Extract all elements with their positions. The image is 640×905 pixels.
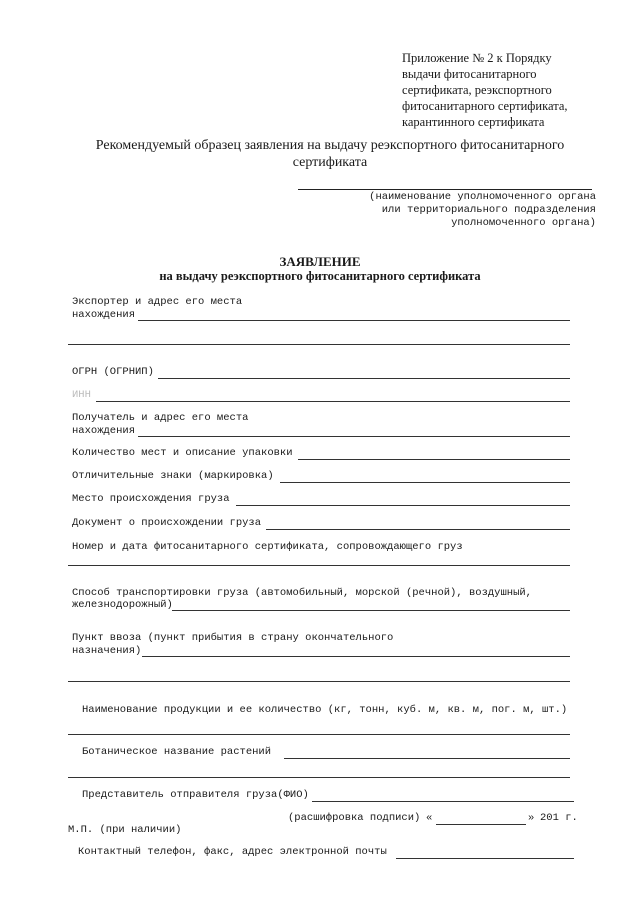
inn-field[interactable] [96, 401, 570, 402]
appendix-line: выдачи фитосанитарного [402, 67, 537, 81]
import-point-field-extra[interactable] [68, 681, 570, 682]
representative-label: Представитель отправителя груза(ФИО) [82, 789, 309, 801]
exporter-field-extra[interactable] [68, 344, 570, 345]
product-field[interactable] [68, 734, 570, 735]
document-title: ЗАЯВЛЕНИЕ [279, 254, 361, 269]
signature-decode-label: (расшифровка подписи) [288, 812, 421, 824]
authority-caption [340, 191, 596, 230]
import-point-label-cont: назначения) [72, 645, 142, 657]
recommended-title-line1: Рекомендуемый образец заявления на выдачу реэкспортного фитосанитарного [95, 138, 565, 153]
year-label: 201 г. [540, 812, 578, 824]
ogrn-label: ОГРН (ОГРНИП) [72, 366, 154, 378]
authority-caption-line3: уполномоченного органа) [451, 217, 596, 229]
origin-doc-label: Документ о происхождении груза [72, 517, 262, 529]
recipient-label: Получатель и адрес его места [72, 412, 249, 424]
exporter-label: Экспортер и адрес его места [72, 296, 243, 308]
appendix-line: фитосанитарного сертификата, [402, 99, 568, 113]
botanical-field[interactable] [284, 758, 570, 759]
recipient-label-cont: нахождения [72, 425, 136, 437]
representative-field[interactable] [312, 801, 574, 802]
packages-label: Количество мест и описание упаковки [72, 447, 293, 459]
origin-field[interactable] [236, 505, 570, 506]
transport-label-cont: железнодорожный) [72, 599, 173, 611]
authority-caption-line1: (наименование уполномоченного органа [369, 191, 596, 203]
import-point-field[interactable] [142, 656, 570, 657]
ogrn-field[interactable] [158, 378, 570, 379]
origin-doc-field[interactable] [266, 529, 570, 530]
appendix-line: Приложение № 2 к Порядку [402, 51, 552, 65]
transport-label: Способ транспортировки груза (автомобильный, морской (речной), воздушный, [72, 587, 532, 599]
appendix-line: сертификата, реэкспортного [402, 83, 552, 97]
phyto-cert-label: Номер и дата фитосанитарного сертификата, сопровождающего груз [72, 541, 463, 553]
date-close-quote: » [528, 812, 535, 824]
recommended-title-line2: сертификата [292, 155, 368, 170]
contacts-field[interactable] [396, 858, 574, 859]
recommended-sample-title [60, 137, 600, 171]
document-subtitle: на выдачу реэкспортного фитосанитарного сертификата [159, 269, 481, 283]
import-point-label: Пункт ввоза (пункт прибытия в страну окончательного [72, 632, 394, 644]
appendix-header [402, 50, 622, 130]
inn-label: ИНН [72, 389, 91, 401]
date-field[interactable] [436, 824, 526, 825]
exporter-label-cont: нахождения [72, 309, 136, 321]
contacts-label: Контактный телефон, факс, адрес электронной почты [78, 846, 387, 858]
origin-label: Место происхождения груза [72, 493, 230, 505]
marks-label: Отличительные знаки (маркировка) [72, 470, 274, 482]
transport-field[interactable] [172, 610, 570, 611]
recipient-field[interactable] [138, 436, 570, 437]
appendix-line: карантинного сертификата [402, 115, 545, 129]
stamp-label: М.П. (при наличии) [68, 824, 182, 836]
phyto-cert-field[interactable] [68, 565, 570, 566]
packages-field[interactable] [298, 459, 570, 460]
product-label: Наименование продукции и ее количество (кг, тонн, куб. м, кв. м, пог. м, шт.) [82, 704, 568, 716]
marks-field[interactable] [280, 482, 570, 483]
botanical-field-extra[interactable] [68, 777, 570, 778]
date-open-quote: « [426, 812, 433, 824]
exporter-field[interactable] [138, 320, 570, 321]
botanical-label: Ботаническое название растений [82, 746, 272, 758]
authority-caption-line2: или территориального подразделения [381, 204, 596, 216]
authority-name-field[interactable] [298, 189, 592, 190]
